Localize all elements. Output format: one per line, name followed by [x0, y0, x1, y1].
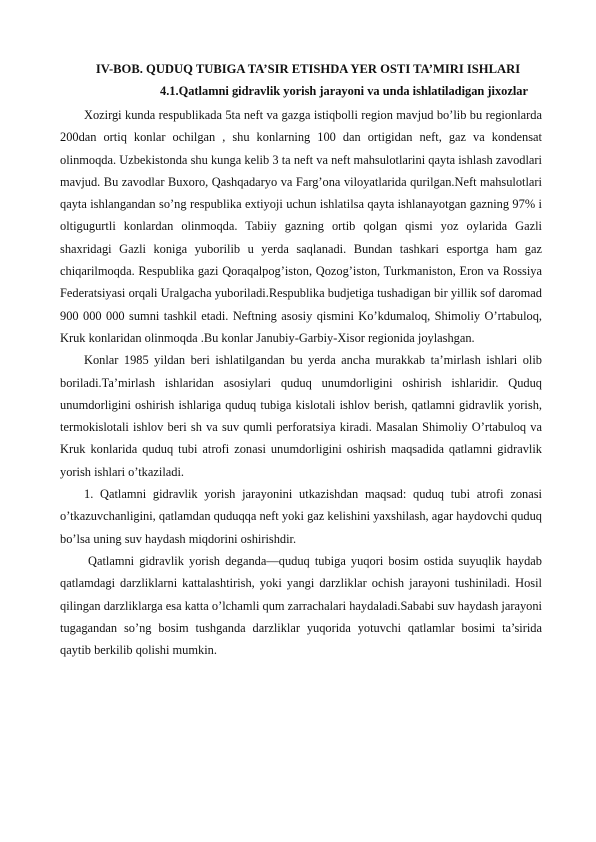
- paragraph-repairs: Konlar 1985 yildan beri ishlatilgandan bu yerda ancha murakkab ta’mirlash ishlari olib boriladi.Ta’mirlash ishlaridan asosiylari quduq unumdorligini oshirish ishlaridir. Quduq unumdorligini oshirish ishlariga quduq tubiga kislotali ishlov berish, qatlamni gidravlik yorish, termokislotali ishlov beri sh va suv qumli perforatsiya kiradi. Masalan Shimoliy O’rtabuloq va Kruk konlarida quduq tubi atrofi zonasi unumdorligini oshirish maqsadida qatlamni gidravlik yorish ishlari o’tkaziladi.: [60, 353, 542, 479]
- paragraph-regions: Xozirgi kunda respublikada 5ta neft va gazga istiqbolli region mavjud bo’lib bu regionlarda 200dan ortiq konlar ochilgan , shu konlarning 100 dan ortigidan neft, gaz va kondensat olinmoqda. Uzbekistonda shu kunga kelib 3 ta neft va neft mahsulotlarini qayta ishlash zavodlari mavjud. Bu zavodlar Buxoro, Qashqadaryo va Farg’ona viloyatlarida qurilgan.Neft mahsulotlari qayta ishlangandan so’ng respublika extiyoji uchun ishlatilsa qayta ishlanayotgan gazning 97% i oltigugurtli konlardan olinmoqda. Tabiiy gazning ortib qolgan qismi yoz oylarida Gazli shaxridagi Gazli koniga yuborilib u yerda saqlanadi. Bundan tashkari esportga ham gaz chiqarilmoqda. Respublika gazi Qoraqalpog’iston, Qozog’iston, Turkmaniston, Eron va Rossiya Federatsiyasi orqali Uralgacha yuboriladi.Respublika budjetiga tushadigan bir yillik sof daromad 900 000 000 sumni tashkil etadi. Neftning asosiy qismini Ko’kdumaloq, Shimoliy O’rtabuloq, Kruk konlaridan olinmoqda .Bu konlar Janubiy-Garbiy-Xisor regionida joylashgan.: [60, 108, 542, 345]
- document-page: [60, 58, 542, 661]
- section-title: 4.1.Qatlamni gidravlik yorish jarayoni va unda ishlatiladigan jixozlar: [160, 84, 528, 98]
- paragraph-purpose: 1. Qatlamni gidravlik yorish jarayonini utkazishdan maqsad: quduq tubi atrofi zonasi o’tkazuvchanligini, qatlamdan quduqqa neft yoki gaz kelishini yaxshilash, agar haydovchi quduq bo’lsa uning suv haydash miqdorini oshirishdir.: [60, 487, 542, 546]
- paragraph-definition: Qatlamni gidravlik yorish deganda—quduq tubiga yuqori bosim ostida suyuqlik haydab qatlamdagi darzliklarni kattalashtirish, yoki yangi darzliklar ochish jarayoni tushiniladi. Hosil qilingan darzliklarga esa katta o’lchamli qum zarrachalari haydaladi.Sababi suv haydash jarayoni tugagandan so’ng bosim tushganda darzliklar yuqorida yotuvchi qatlamlar bosimi ta’sirida qaytib berkilib qolishi mumkin.: [60, 553, 542, 658]
- chapter-title: IV-BOB. QUDUQ TUBIGA TA’SIR ETISHDA YER OSTI TA’MIRI ISHLARI: [95, 62, 521, 76]
